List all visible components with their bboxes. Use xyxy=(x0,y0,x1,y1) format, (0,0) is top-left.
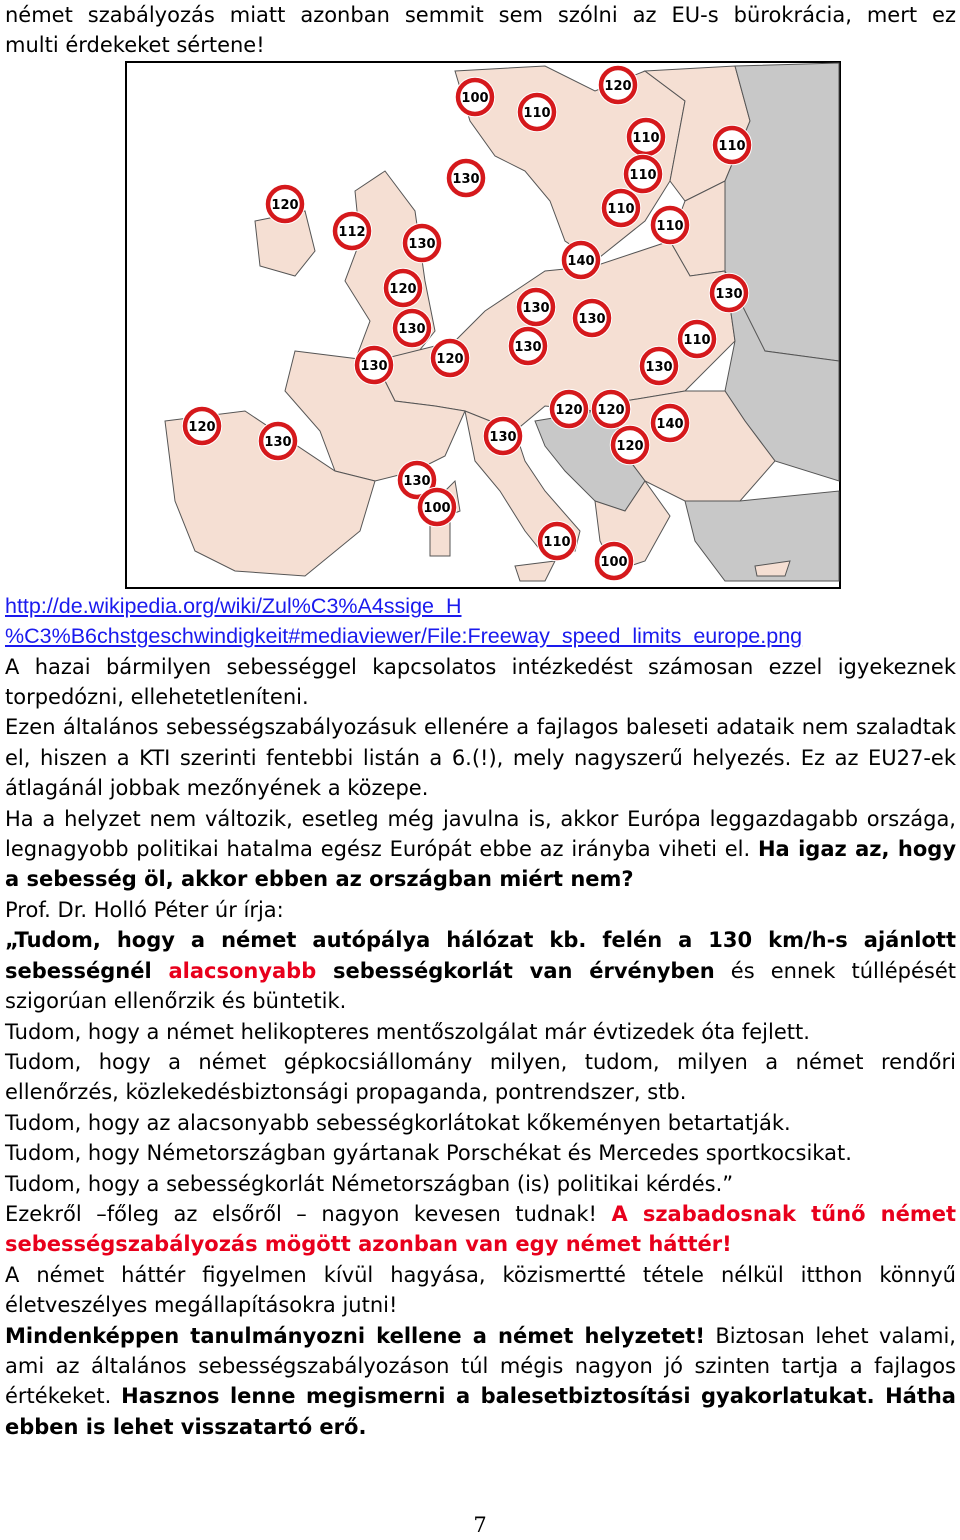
speed-limit-sign-icon xyxy=(595,541,634,580)
quote-1 xyxy=(5,925,956,1016)
paragraph-7 xyxy=(5,1321,956,1443)
paragraph-5 xyxy=(5,1199,956,1260)
speed-limit-value: 130 xyxy=(264,434,292,450)
document-page xyxy=(5,0,956,1442)
speed-limit-sign-icon xyxy=(611,425,650,464)
speed-limit-value: 100 xyxy=(461,90,489,106)
speed-limit-value: 120 xyxy=(436,351,464,367)
speed-limit-sign-icon xyxy=(266,184,305,223)
source-link-line-1[interactable]: http://de.wikipedia.org/wiki/Zul%C3%A4ssige_H xyxy=(5,593,462,618)
speed-limit-sign-icon xyxy=(418,487,457,526)
speed-limit-value: 130 xyxy=(715,286,743,302)
source-link-line-2[interactable]: %C3%B6chstgeschwindigkeit#mediaviewer/File:Freeway_speed_limits_europe.png xyxy=(5,624,803,649)
speed-limit-sign-icon xyxy=(484,416,523,455)
speed-limit-value: 130 xyxy=(645,359,673,375)
speed-limit-value: 130 xyxy=(360,358,388,374)
speed-limit-value: 120 xyxy=(597,402,625,418)
speed-limit-sign-icon xyxy=(259,421,298,460)
quote-4: Tudom, hogy az alacsonyabb sebességkorlátokat kőkeményen betartatják. xyxy=(5,1110,791,1135)
p3-bold-question: Ha igaz az, hogy a sebesség öl, akkor ebben az országban miért nem? xyxy=(5,837,957,892)
speed-limit-sign-icon xyxy=(517,287,556,326)
quote-1-bold-b: sebességkorlát van érvényben xyxy=(316,958,715,983)
speed-limit-value: 110 xyxy=(523,105,551,121)
paragraph-3 xyxy=(5,804,956,895)
map-container xyxy=(5,61,956,591)
speed-limit-value: 130 xyxy=(489,429,517,445)
speed-limit-value: 112 xyxy=(338,224,366,240)
speed-limit-value: 130 xyxy=(408,236,436,252)
speed-limit-sign-icon xyxy=(447,158,486,197)
intro-line-1: német szabályozás miatt azonban semmit sem szólni az EU-s bürokrácia, mert ez xyxy=(5,3,956,27)
quote-5: Tudom, hogy Németországban gyártanak Porschékat és Mercedes sportkocsikat. xyxy=(5,1141,852,1166)
quote-2: Tudom, hogy a német helikopteres mentőszolgálat már évtizedek óta fejlett. xyxy=(5,1019,810,1044)
speed-limit-sign-icon xyxy=(624,154,663,193)
speed-limit-sign-icon xyxy=(602,188,641,227)
paragraph-1: A hazai bármilyen sebességgel kapcsolatos intézkedést számosan ezzel igyekeznek torpedózni, ellehetetleníteni. xyxy=(5,654,956,710)
speed-limit-sign-icon xyxy=(538,521,577,560)
speed-limit-sign-icon xyxy=(562,240,601,279)
speed-limit-value: 140 xyxy=(567,253,595,269)
europe-speed-limit-map xyxy=(125,61,841,589)
speed-limit-sign-icon xyxy=(592,389,631,428)
p7-bold-b: Hasznos lenne megismerni a balesetbiztosítási gyakorlatukat. Hátha ebben is lehet visszatartó erő. xyxy=(5,1384,956,1439)
paragraph-4: Prof. Dr. Holló Péter úr írja: xyxy=(5,897,284,922)
speed-limit-sign-icon xyxy=(183,406,222,445)
speed-limit-sign-icon xyxy=(431,338,470,377)
page-number: 7 xyxy=(473,1513,487,1537)
quote-3: Tudom, hogy a német gépkocsiállomány milyen, tudom, milyen a német rendőri ellenőrzés, közlekedésbiztonsági propaganda, pontrendszer, stb. xyxy=(5,1049,956,1105)
speed-limit-sign-icon xyxy=(573,298,612,337)
quote-1-bold-a: „Tudom, hogy a német autópálya hálózat kb. felén a 130 km/h-s ajánlott sebességnél xyxy=(5,928,956,983)
speed-limit-value: 120 xyxy=(604,78,632,94)
speed-limit-sign-icon xyxy=(456,77,495,116)
speed-limit-sign-icon xyxy=(651,205,690,244)
speed-limit-value: 130 xyxy=(452,171,480,187)
speed-limit-value: 110 xyxy=(543,534,571,550)
quote-1-normal: és ennek túllépését szigorúan ellenőrzik és büntetik. xyxy=(5,958,956,1014)
p5-text: Ezekről –főleg az elsőről – nagyon kevesen tudnak! xyxy=(5,1201,612,1226)
speed-limit-sign-icon xyxy=(393,308,432,347)
p7-text: Biztosan lehet valami, ami az általános sebességszabályozáson túl mégis nagyon jó szinten tartja a fajlagos értékeket. xyxy=(5,1323,956,1409)
speed-limit-value: 110 xyxy=(718,138,746,154)
quote-1-red-word: alacsonyabb xyxy=(168,958,317,983)
speed-limit-sign-icon xyxy=(627,117,666,156)
speed-limit-value: 120 xyxy=(271,197,299,213)
speed-limit-sign-icon xyxy=(710,273,749,312)
speed-limit-sign-icon xyxy=(333,211,372,250)
speed-limit-sign-icon xyxy=(509,326,548,365)
speed-limit-value: 100 xyxy=(600,554,628,570)
speed-limit-value: 130 xyxy=(578,311,606,327)
speed-limit-value: 110 xyxy=(632,130,660,146)
p5-red-bold: A szabadosnak tűnő német sebességszabályozás mögött azonban van egy német háttér! xyxy=(5,1201,956,1257)
speed-limit-value: 110 xyxy=(607,201,635,217)
speed-limit-sign-icon xyxy=(518,92,557,131)
speed-limit-sign-icon xyxy=(384,268,423,307)
speed-limit-value: 110 xyxy=(683,332,711,348)
speed-limit-sign-icon xyxy=(355,345,394,384)
speed-limit-value: 120 xyxy=(389,281,417,297)
speed-limit-value: 130 xyxy=(514,339,542,355)
speed-limit-value: 110 xyxy=(656,218,684,234)
paragraph-6: A német háttér figyelmen kívül hagyása, közismertté tétele nélkül itthon könnyű életveszélyes megállapításokra jutni! xyxy=(5,1262,956,1318)
quote-6: Tudom, hogy a sebességkorlát Németországban (is) politikai kérdés.” xyxy=(5,1171,734,1196)
speed-limit-value: 130 xyxy=(398,321,426,337)
speed-limit-value: 100 xyxy=(423,500,451,516)
speed-limit-sign-icon xyxy=(651,403,690,442)
speed-limit-sign-icon xyxy=(550,389,589,428)
speed-limit-sign-icon xyxy=(713,125,752,164)
speed-limit-sign-icon xyxy=(599,65,638,104)
intro-line-2: multi érdekeket sértene! xyxy=(5,33,265,58)
speed-limit-value: 130 xyxy=(522,300,550,316)
speed-limit-sign-icon xyxy=(403,223,442,262)
paragraph-2: Ezen általános sebességszabályozásuk ellenére a fajlagos baleseti adataik nem szaladtak el, hiszen a KTI szerinti fentebbi listán a 6.(!), mely nagyszerű helyezés. Ez az EU27-ek átlagánál jobbak mezőnyének a közepe. xyxy=(5,715,956,801)
speed-limit-sign-icon xyxy=(640,346,679,385)
speed-limit-value: 120 xyxy=(188,419,216,435)
speed-limit-sign-icon xyxy=(678,319,717,358)
speed-limit-value: 140 xyxy=(656,416,684,432)
speed-limit-value: 120 xyxy=(616,438,644,454)
p7-bold-a: Mindenképpen tanulmányozni kellene a német helyzetet! xyxy=(5,1323,705,1348)
p3-text: Ha a helyzet nem változik, esetleg még javulna is, akkor Európa leggazdagabb országa, legnagyobb politikai hatalma egész Európát ebbe az irányba viheti el. xyxy=(5,806,956,862)
speed-limit-value: 110 xyxy=(629,167,657,183)
speed-limit-value: 130 xyxy=(403,473,431,489)
speed-limit-value: 120 xyxy=(555,402,583,418)
